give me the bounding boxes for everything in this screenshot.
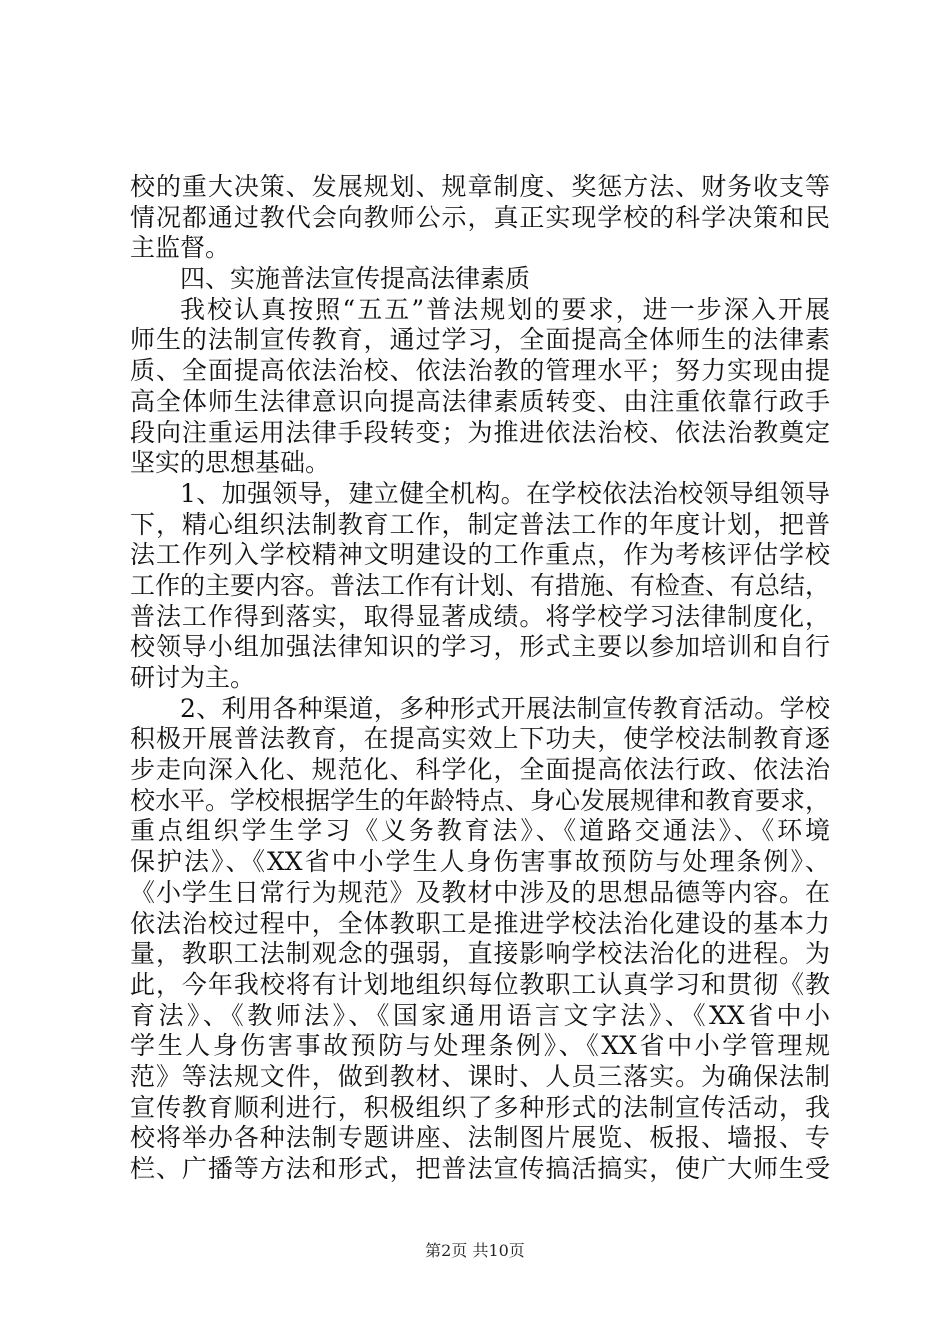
- paragraph: [130, 172, 830, 264]
- document-body: [130, 172, 830, 1185]
- text-line: 此，今年我校将有计划地组织每位教职工认真学习和贯彻《教: [130, 969, 830, 999]
- text-line: 育法》、《教师法》、《国家通用语言文字法》、《XX省中小: [130, 1000, 830, 1030]
- text-line: 重点组织学生学习《义务教育法》、《道路交通法》、《环境: [130, 816, 830, 846]
- text-line: 我校认真按照“五五”普法规划的要求，进一步深入开展: [180, 294, 830, 324]
- text-line: 普法工作得到落实，取得显著成绩。将学校学习法律制度化，: [130, 601, 830, 631]
- text-line: 四、实施普法宣传提高法律素质: [180, 264, 531, 294]
- paragraph: [130, 295, 830, 479]
- text-line: 下，精心组织法制教育工作，制定普法工作的年度计划，把普: [130, 509, 830, 539]
- text-line: 校水平。学校根据学生的年龄特点、身心发展规律和教育要求，: [130, 785, 831, 815]
- page-number: 第2页 共10页: [425, 1241, 525, 1260]
- text-line: 研讨为主。: [130, 663, 256, 692]
- text-line: 步走向深入化、规范化、科学化，全面提高依法行政、依法治: [130, 755, 830, 785]
- text-line: 2、利用各种渠道，多种形式开展法制宣传教育活动。学校: [180, 693, 830, 723]
- text-line: 栏、广播等方法和形式，把普法宣传搞活搞实，使广大师生受: [130, 1154, 830, 1183]
- text-line: 依法治校过程中，全体教职工是推进学校法治化建设的基本力: [130, 908, 830, 938]
- text-line: 师生的法制宣传教育，通过学习，全面提高全体师生的法律素: [130, 325, 830, 355]
- text-line: 积极开展普法教育，在提高实效上下功夫，使学校法制教育逐: [130, 724, 830, 754]
- text-line: 主监督。: [130, 233, 231, 263]
- text-line: 《小学生日常行为规范》及教材中涉及的思想品德等内容。在: [130, 877, 830, 907]
- text-line: 校领导小组加强法律知识的学习，形式主要以参加培训和自行: [130, 632, 830, 662]
- text-line: 情况都通过教代会向教师公示，真正实现学校的科学决策和民: [130, 202, 830, 232]
- text-line: 坚实的思想基础。: [130, 448, 331, 478]
- paragraph: [130, 264, 830, 295]
- page-footer: [0, 1241, 950, 1261]
- text-line: 法工作列入学校精神文明建设的工作重点，作为考核评估学校: [130, 540, 830, 570]
- text-line: 校将举办各种法制专题讲座、法制图片展览、板报、墙报、专: [130, 1123, 830, 1153]
- text-line: 1、加强领导，建立健全机构。在学校依法治校领导组领导: [180, 478, 830, 508]
- text-line: 高全体师生法律意识向提高法律素质转变、由注重依靠行政手: [130, 386, 830, 416]
- text-line: 工作的主要内容。普法工作有计划、有措施、有检查、有总结，: [130, 570, 831, 600]
- text-line: 量，教职工法制观念的强弱，直接影响学校法治化的进程。为: [130, 939, 830, 969]
- text-line: 范》等法规文件，做到教材、课时、人员三落实。为确保法制: [130, 1061, 830, 1091]
- text-line: 宣传教育顺利进行，积极组织了多种形式的法制宣传活动，我: [130, 1092, 830, 1122]
- paragraph: [130, 694, 830, 1185]
- text-line: 段向注重运用法律手段转变；为推进依法治校、依法治教奠定: [130, 417, 830, 447]
- text-line: 学生人身伤害事故预防与处理条例》、《XX省中小学管理规: [130, 1031, 830, 1061]
- text-line: 保护法》、《XX省中小学生人身伤害事故预防与处理条例》、: [130, 847, 830, 877]
- text-line: 校的重大决策、发展规划、规章制度、奖惩方法、财务收支等: [130, 172, 830, 201]
- text-line: 质、全面提高依法治校、依法治教的管理水平；努力实现由提: [130, 356, 830, 386]
- paragraph: [130, 479, 830, 694]
